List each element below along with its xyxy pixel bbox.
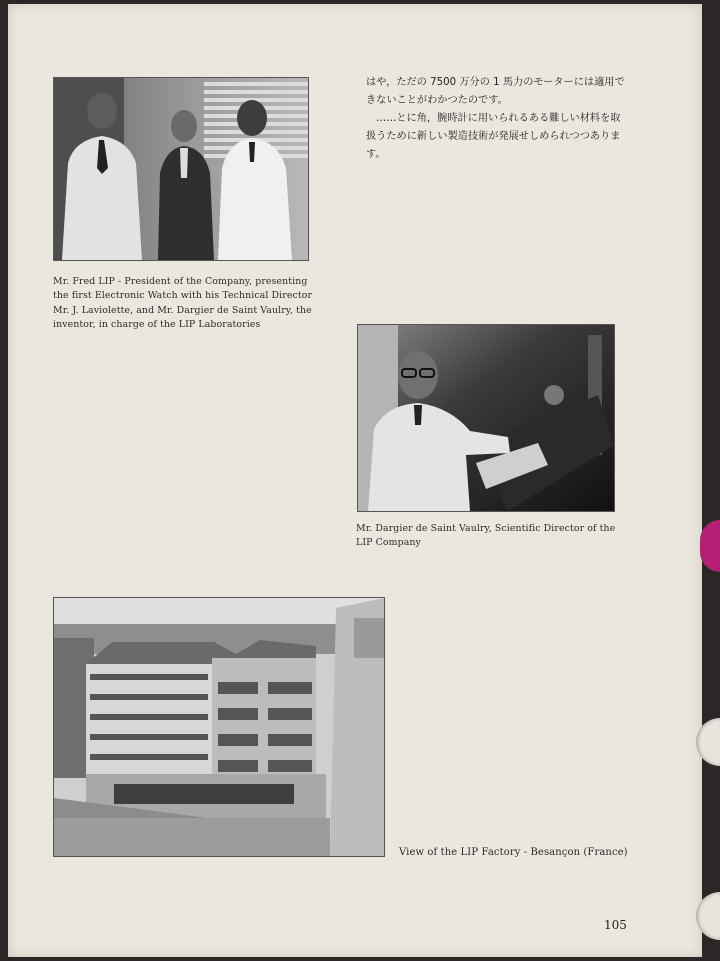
- page-number: 105: [604, 918, 627, 932]
- executives-photo: [53, 77, 309, 261]
- executives-caption: Mr. Fred LIP - President of the Company, presenting the first Electronic Watch with his Technical Director Mr. J. Laviolette, and Mr. Dargier de Saint Vaulry, the inventor, in charge of the LIP Laboratories: [53, 276, 313, 331]
- scientist-photo: [357, 324, 615, 512]
- factory-caption: View of the LIP Factory - Besançon (France): [399, 847, 628, 858]
- japanese-paragraph-1: はや，ただの 7500 万分の 1 馬力のモーターには適用できないことがわかつたのです。: [366, 77, 625, 106]
- book-page: [8, 4, 702, 957]
- factory-photo: [53, 597, 385, 857]
- scientist-caption: Mr. Dargier de Saint Vaulry, Scientific Director of the LIP Company: [356, 523, 616, 549]
- section-tab-magenta: [700, 520, 720, 572]
- japanese-text-block: [366, 74, 628, 164]
- japanese-paragraph-2: ……とに角，腕時計に用いられるある難しい材料を取扱うために新しい製造技術が発展せしめられつつあります。: [366, 113, 621, 160]
